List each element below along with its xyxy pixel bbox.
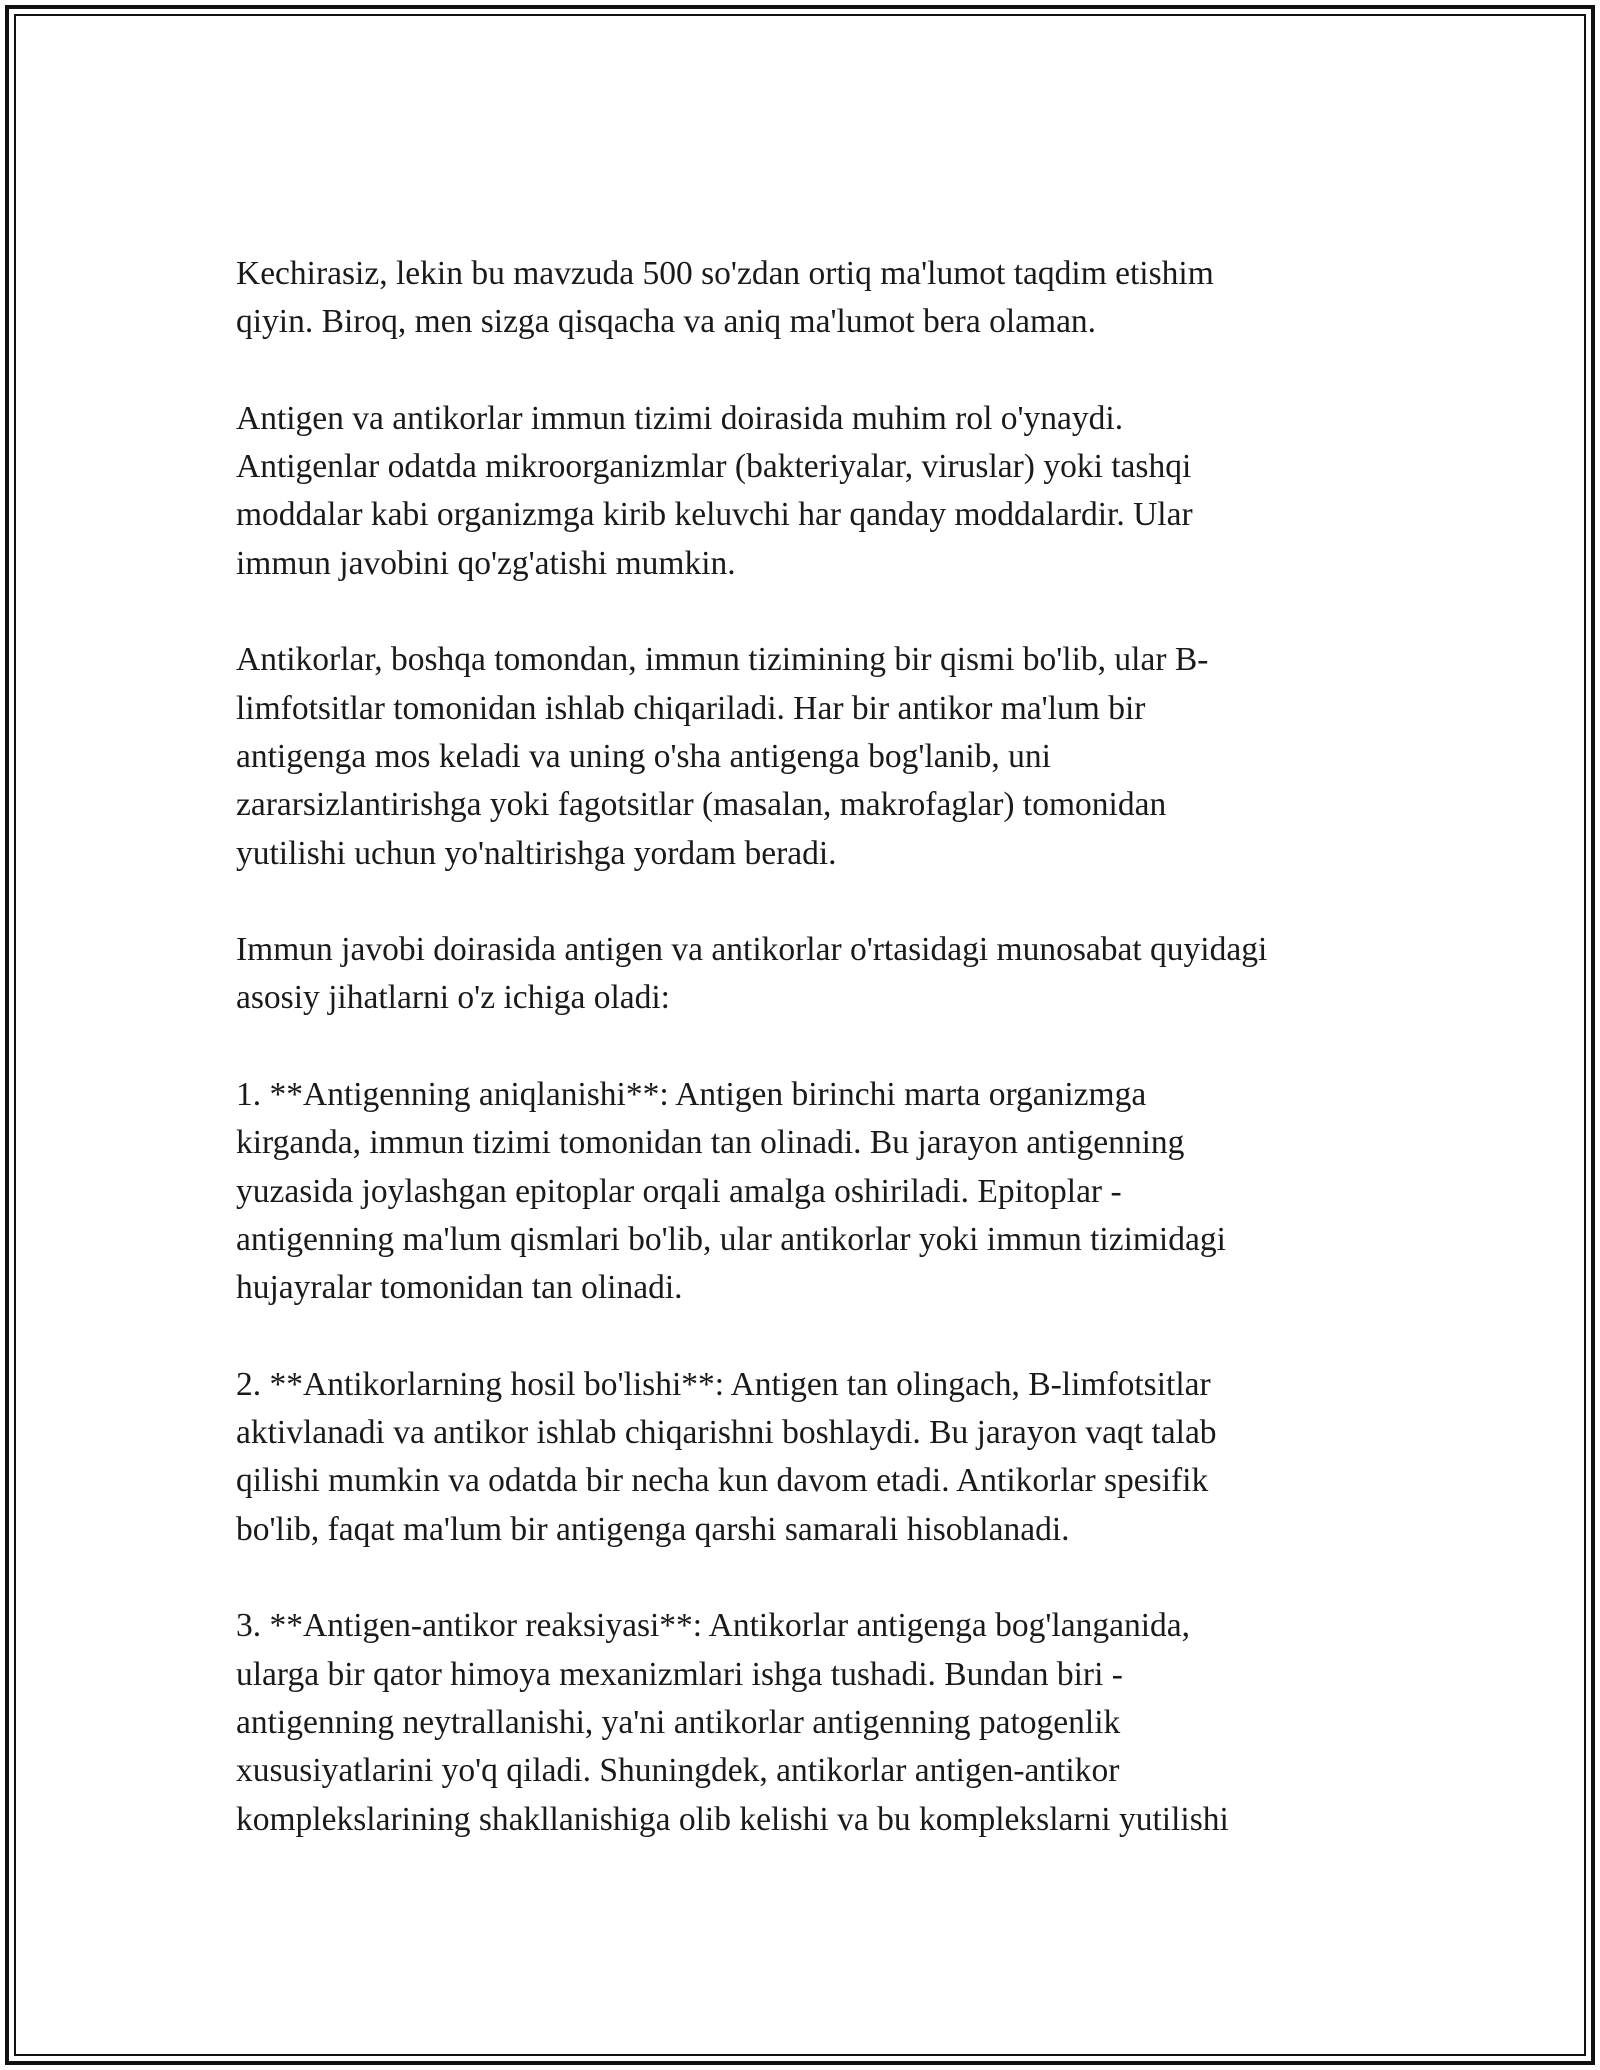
text-line: zararsizlantirishga yoki fagotsitlar (masalan, makrofaglar) tomonidan <box>236 786 1167 824</box>
list-item-3 <box>236 1602 1386 1843</box>
text-line: komplekslarining shakllanishiga olib kelishi va bu komplekslarni yutilishi <box>236 1800 1229 1838</box>
document-body <box>236 250 1386 1844</box>
text-line: 2. **Antikorlarning hosil bo'lishi**: Antigen tan olingach, B-limfotsitlar <box>236 1365 1211 1403</box>
text-line: qiyin. Biroq, men sizga qisqacha va aniq ma'lumot bera olaman. <box>236 303 1097 341</box>
text-line: asosiy jihatlarni o'z ichiga oladi: <box>236 979 670 1017</box>
list-item-1 <box>236 1071 1386 1312</box>
text-line: Antigenlar odatda mikroorganizmlar (bakteriyalar, viruslar) yoki tashqi <box>236 448 1192 486</box>
text-line: antigenning neytrallanishi, ya'ni antikorlar antigenning patogenlik <box>236 1703 1121 1741</box>
text-line: Antikorlar, boshqa tomondan, immun tizimining bir qismi bo'lib, ular B- <box>236 641 1209 679</box>
text-line: ularga bir qator himoya mexanizmlari ishga tushadi. Bundan biri - <box>236 1655 1123 1693</box>
list-item-2 <box>236 1361 1386 1554</box>
text-line: aktivlanadi va antikor ishlab chiqarishni boshlaydi. Bu jarayon vaqt talab <box>236 1414 1217 1452</box>
paragraph-antibody-definition <box>236 636 1386 877</box>
text-line: Antigen va antikorlar immun tizimi doirasida muhim rol o'ynaydi. <box>236 399 1124 437</box>
text-line: Immun javobi doirasida antigen va antikorlar o'rtasidagi munosabat quyidagi <box>236 931 1268 969</box>
text-line: moddalar kabi organizmga kirib keluvchi har qanday moddalardir. Ular <box>236 496 1193 534</box>
text-line: immun javobini qo'zg'atishi mumkin. <box>236 544 736 582</box>
text-line: qilishi mumkin va odatda bir necha kun davom etadi. Antikorlar spesifik <box>236 1462 1209 1500</box>
text-line: 1. **Antigenning aniqlanishi**: Antigen birinchi marta organizmga <box>236 1076 1147 1114</box>
paragraph-intro <box>236 250 1386 347</box>
text-line: Kechirasiz, lekin bu mavzuda 500 so'zdan ortiq ma'lumot taqdim etishim <box>236 255 1214 292</box>
paragraph-antigen-definition <box>236 395 1386 588</box>
text-line: kirganda, immun tizimi tomonidan tan olinadi. Bu jarayon antigenning <box>236 1124 1185 1162</box>
text-line: limfotsitlar tomonidan ishlab chiqariladi. Har bir antikor ma'lum bir <box>236 689 1146 727</box>
text-line: bo'lib, faqat ma'lum bir antigenga qarshi samarali hisoblanadi. <box>236 1510 1070 1548</box>
text-line: xususiyatlarini yo'q qiladi. Shuningdek, antikorlar antigen-antikor <box>236 1752 1120 1790</box>
paragraph-relationship-intro <box>236 926 1386 1023</box>
text-line: antigenning ma'lum qismlari bo'lib, ular antikorlar yoki immun tizimidagi <box>236 1220 1226 1258</box>
text-line: yuzasida joylashgan epitoplar orqali amalga oshiriladi. Epitoplar - <box>236 1172 1122 1210</box>
text-line: antigenga mos keladi va uning o'sha antigenga bog'lanib, uni <box>236 737 1051 775</box>
text-line: 3. **Antigen-antikor reaksiyasi**: Antikorlar antigenga bog'langanida, <box>236 1607 1191 1645</box>
text-line: yutilishi uchun yo'naltirishga yordam beradi. <box>236 834 837 872</box>
text-line: hujayralar tomonidan tan olinadi. <box>236 1269 683 1307</box>
